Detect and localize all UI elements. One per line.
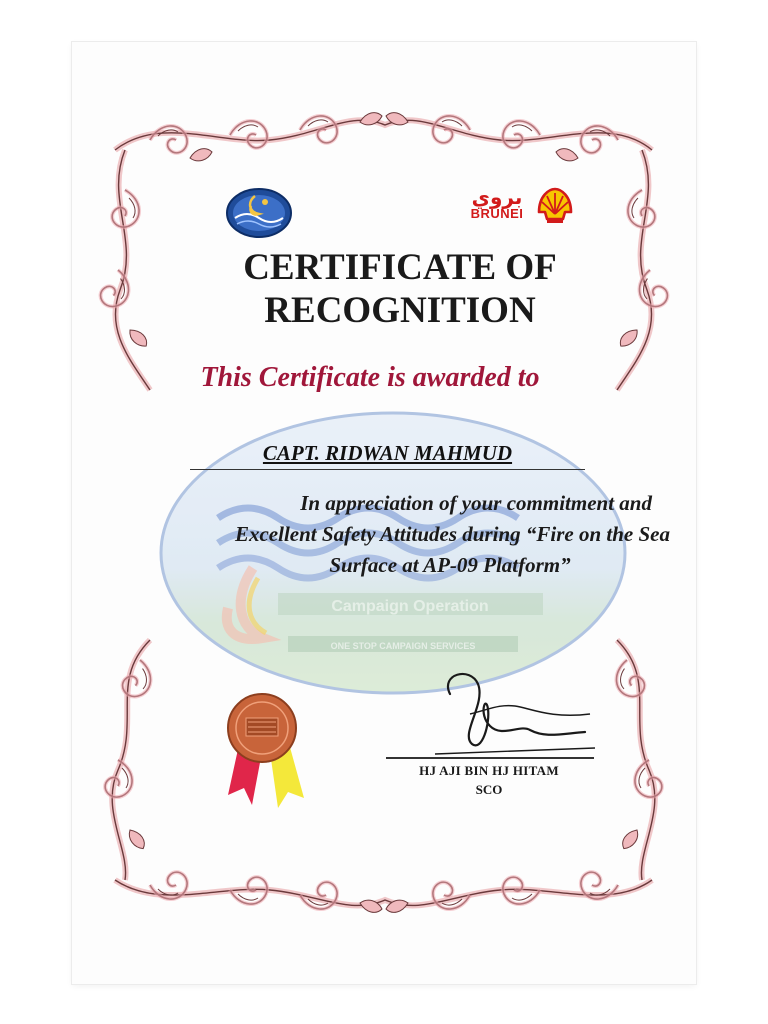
awarded-to-label: This Certificate is awarded to	[200, 362, 540, 393]
upper-left-border	[99, 150, 150, 390]
company-emblem-icon	[225, 186, 293, 240]
signatory-name: HJ AJI BIN HJ HITAM	[419, 763, 559, 778]
arabic-wordmark: بروي	[471, 185, 523, 209]
brunei-shell-logo	[462, 186, 574, 230]
brunei-wordmark: BRUNEI	[470, 206, 524, 221]
handwritten-signature	[430, 664, 600, 764]
top-border	[115, 113, 652, 161]
certificate-title	[180, 246, 620, 332]
shell-pecten-icon	[535, 186, 575, 226]
appreciation-text	[110, 488, 670, 581]
appreciation-line-3: Surface at AP-09 Platform”	[329, 553, 571, 577]
signatory-position: SCO	[475, 782, 503, 797]
appreciation-line-2: Excellent Safety Attitudes during “Fire on the Sea	[234, 522, 670, 546]
upper-right-border	[617, 150, 669, 390]
lower-left-border	[105, 640, 154, 880]
watermark-title: Campaign Operation	[331, 598, 489, 615]
title-line-2: RECOGNITION	[264, 290, 536, 331]
bottom-border	[115, 872, 652, 912]
recipient-name: CAPT. RIDWAN MAHMUD	[190, 441, 585, 470]
appreciation-line-1: In appreciation of your commitment and	[300, 491, 652, 515]
watermark-subtitle: ONE STOP CAMPAIGN SERVICES	[330, 641, 476, 651]
seal-with-ribbons-icon	[210, 690, 320, 830]
signature-line	[386, 757, 594, 759]
title-line-1: CERTIFICATE OF	[243, 247, 557, 288]
